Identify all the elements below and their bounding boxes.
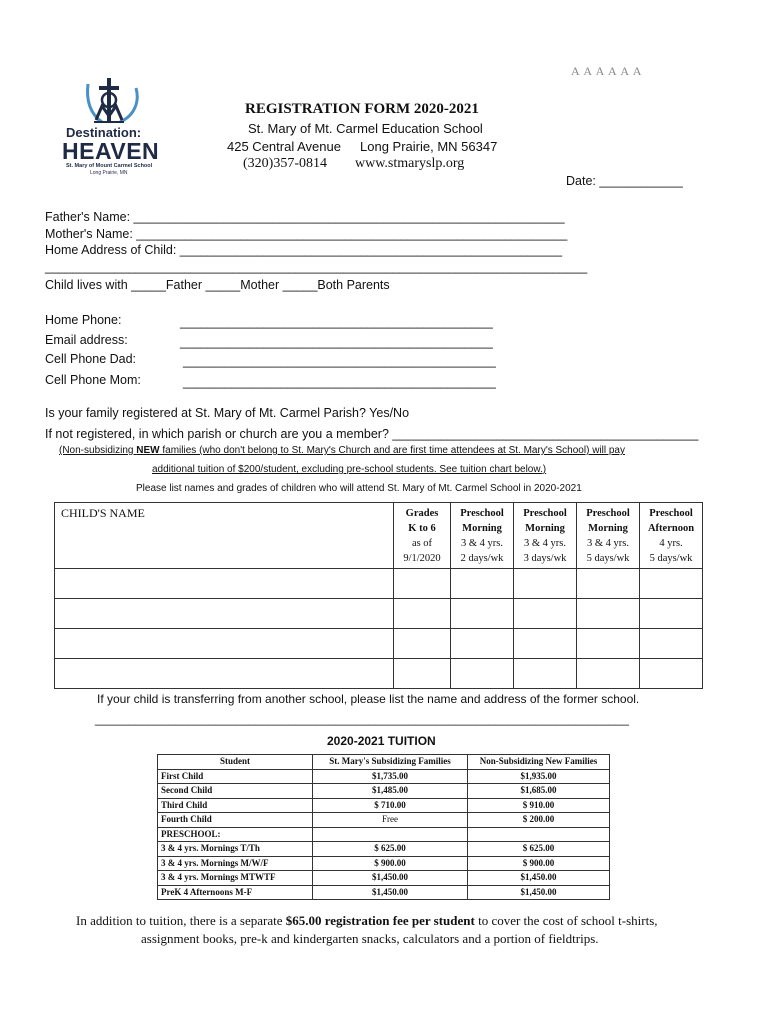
home-phone-field[interactable]: _____________________________________________ — [180, 315, 493, 329]
fee-note-line2: assignment books, pre-k and kindergarten snacks, calculators and a portion of fieldtrips. — [141, 931, 599, 946]
preschool-cell[interactable] — [577, 659, 640, 689]
tuition-table — [157, 754, 610, 900]
preschool-cell[interactable] — [640, 659, 703, 689]
logo-destination-text: Destination: — [66, 125, 142, 140]
subsidizing-cell — [313, 827, 468, 842]
school-website: www.stmaryslp.org — [355, 156, 465, 171]
grade-cell[interactable] — [394, 659, 451, 689]
col-days: 3 days/wk — [523, 553, 567, 564]
col-title: Preschool — [649, 508, 693, 519]
school-phone: (320)357-0814 — [243, 156, 327, 171]
preschool-cell[interactable] — [451, 629, 514, 659]
transfer-text: If your child is transferring from another school, please list the name and address of the former school. — [97, 692, 640, 706]
cell-mom-field[interactable]: _____________________________________________ — [183, 375, 496, 389]
table-row — [55, 629, 703, 659]
cell-mom-label: Cell Phone Mom: — [45, 373, 141, 387]
col-sub: Morning — [588, 523, 628, 534]
fee-note-line1 — [76, 913, 658, 929]
subsidizing-cell: $1,485.00 — [313, 784, 468, 799]
grade-cell[interactable] — [394, 599, 451, 629]
home-phone-label: Home Phone: — [45, 313, 122, 327]
subsidizing-cell: $ 710.00 — [313, 798, 468, 813]
children-table — [54, 502, 703, 689]
table-row — [158, 813, 610, 828]
nonsubsidizing-cell: $1,450.00 — [468, 871, 610, 886]
preschool-cell[interactable] — [577, 599, 640, 629]
cell-dad-field[interactable]: _____________________________________________ — [183, 354, 496, 368]
nonsubsidizing-cell: $1,450.00 — [468, 885, 610, 900]
student-cell: Second Child — [158, 784, 313, 799]
col-title: Preschool — [523, 508, 567, 519]
table-row — [158, 842, 610, 857]
fee-amount: $65.00 registration fee per student — [285, 913, 475, 928]
preschool-3day-header — [514, 503, 577, 569]
subsidizing-cell: $ 625.00 — [313, 842, 468, 857]
table-row — [55, 569, 703, 599]
nonsubsidizing-cell: $ 910.00 — [468, 798, 610, 813]
list-instructions: Please list names and grades of children who will attend St. Mary of Mt. Carmel School in 2020-2021 — [136, 483, 582, 494]
preschool-cell[interactable] — [577, 629, 640, 659]
col-sub: Afternoon — [647, 523, 695, 534]
table-row — [158, 885, 610, 900]
subsidizing-header: St. Mary's Subsidizing Families — [313, 755, 468, 770]
nonsub-note-line1 — [59, 445, 625, 456]
table-row — [158, 784, 610, 799]
logo-school-text: St. Mary of Mount Carmel School — [66, 163, 153, 169]
col-days: 5 days/wk — [586, 553, 630, 564]
table-row — [158, 827, 610, 842]
col-detail: 3 & 4 yrs. — [587, 538, 629, 549]
child-name-cell[interactable] — [55, 569, 394, 599]
grade-cell[interactable] — [394, 569, 451, 599]
student-cell: PreK 4 Afternoons M-F — [158, 885, 313, 900]
preschool-cell[interactable] — [514, 599, 577, 629]
nonsub-suffix: families (who don't belong to St. Mary's Church and are first time attendees at St. Mary's School) will pay — [159, 445, 625, 456]
subsidizing-cell: $1,450.00 — [313, 871, 468, 886]
preschool-cell[interactable] — [640, 569, 703, 599]
table-row — [158, 856, 610, 871]
subsidizing-cell: $1,735.00 — [313, 769, 468, 784]
date-field[interactable]: Date: ____________ — [566, 174, 683, 188]
father-name-field[interactable]: Father's Name: ______________________________________________________________ — [45, 210, 565, 224]
preschool-cell[interactable] — [640, 629, 703, 659]
tuition-header-row — [158, 755, 610, 770]
nonsubsidizing-header: Non-Subsidizing New Families — [468, 755, 610, 770]
subsidizing-cell: $ 900.00 — [313, 856, 468, 871]
email-label: Email address: — [45, 333, 128, 347]
child-name-cell[interactable] — [55, 629, 394, 659]
table-row — [158, 769, 610, 784]
child-name-cell[interactable] — [55, 599, 394, 629]
grade-cell[interactable] — [394, 629, 451, 659]
cell-dad-label: Cell Phone Dad: — [45, 352, 137, 366]
col-title: Preschool — [586, 508, 630, 519]
col-title: Grades — [405, 508, 439, 519]
preschool-5day-header — [577, 503, 640, 569]
tuition-title: 2020-2021 TUITION — [327, 734, 436, 748]
nonsubsidizing-cell — [468, 827, 610, 842]
preschool-cell[interactable] — [451, 659, 514, 689]
mother-name-field[interactable]: Mother's Name: ______________________________________________________________ — [45, 227, 568, 241]
school-city: Long Prairie, MN 56347 — [360, 139, 498, 154]
school-logo — [58, 78, 166, 178]
logo-emblem-icon — [58, 78, 166, 128]
header-top-mark: A A A A A A — [571, 64, 643, 78]
student-cell: PRESCHOOL: — [158, 827, 313, 842]
preschool-cell[interactable] — [514, 629, 577, 659]
col-sub: Morning — [525, 523, 565, 534]
logo-city-text: Long Prairie, MN — [90, 170, 128, 176]
student-cell: First Child — [158, 769, 313, 784]
student-cell: 3 & 4 yrs. Mornings T/Th — [158, 842, 313, 857]
student-cell: Third Child — [158, 798, 313, 813]
school-name: St. Mary of Mt. Carmel Education School — [248, 121, 483, 136]
student-cell: Fourth Child — [158, 813, 313, 828]
col-days: 2 days/wk — [460, 553, 504, 564]
preschool-cell[interactable] — [451, 599, 514, 629]
parish-question: Is your family registered at St. Mary of Mt. Carmel Parish? Yes/No — [45, 406, 410, 420]
student-cell: 3 & 4 yrs. Mornings M/W/F — [158, 856, 313, 871]
preschool-cell[interactable] — [577, 569, 640, 599]
nonsubsidizing-cell: $1,685.00 — [468, 784, 610, 799]
transfer-field[interactable]: ________________________________________________________________________________ — [95, 712, 629, 726]
form-title: REGISTRATION FORM 2020-2021 — [245, 101, 479, 117]
logo-heaven-text: HEAVEN — [62, 138, 160, 164]
col-days: 5 days/wk — [649, 553, 693, 564]
col-detail: as of — [411, 538, 433, 549]
fee-prefix: In addition to tuition, there is a separate — [76, 913, 286, 928]
nonsubsidizing-cell: $ 200.00 — [468, 813, 610, 828]
home-address-field[interactable]: Home Address of Child: _______________________________________________________ — [45, 243, 563, 257]
col-sub: Morning — [462, 523, 502, 534]
table-row — [55, 659, 703, 689]
email-field[interactable]: _____________________________________________ — [180, 335, 493, 349]
preschool-cell[interactable] — [514, 569, 577, 599]
student-header: Student — [158, 755, 313, 770]
child-lives-with[interactable]: Child lives with _____Father _____Mother _____Both Parents — [45, 278, 390, 292]
nonsub-new: NEW — [136, 445, 160, 456]
col-detail: 3 & 4 yrs. — [524, 538, 566, 549]
school-address: 425 Central Avenue — [227, 139, 341, 154]
child-name-cell[interactable] — [55, 659, 394, 689]
col-detail: 4 yrs. — [659, 538, 683, 549]
preschool-cell[interactable] — [640, 599, 703, 629]
grades-header — [394, 503, 451, 569]
table-row — [55, 599, 703, 629]
nonsub-prefix: (Non-subsidizing — [59, 445, 137, 456]
home-address-line2[interactable]: ______________________________________________________________________________ — [45, 260, 588, 274]
col-days: 9/1/2020 — [403, 553, 441, 564]
col-detail: 3 & 4 yrs. — [461, 538, 503, 549]
nonsubsidizing-cell: $ 900.00 — [468, 856, 610, 871]
preschool-cell[interactable] — [514, 659, 577, 689]
subsidizing-cell: Free — [313, 813, 468, 828]
children-table-header — [55, 503, 703, 569]
student-cell: 3 & 4 yrs. Mornings MTWTF — [158, 871, 313, 886]
fee-suffix: to cover the cost of school t-shirts, — [474, 913, 658, 928]
parish-other-field[interactable]: If not registered, in which parish or church are you a member? ____________________________________________ — [45, 427, 699, 441]
subsidizing-cell: $1,450.00 — [313, 885, 468, 900]
preschool-afternoon-header — [640, 503, 703, 569]
nonsub-note-line2: additional tuition of $200/student, excluding pre-school students. See tuition chart below.) — [152, 464, 547, 475]
col-sub: K to 6 — [408, 523, 436, 534]
preschool-cell[interactable] — [451, 569, 514, 599]
childs-name-header: CHILD'S NAME — [55, 503, 394, 569]
table-row — [158, 798, 610, 813]
col-title: Preschool — [460, 508, 504, 519]
nonsubsidizing-cell: $ 625.00 — [468, 842, 610, 857]
nonsubsidizing-cell: $1,935.00 — [468, 769, 610, 784]
table-row — [158, 871, 610, 886]
preschool-2day-header — [451, 503, 514, 569]
